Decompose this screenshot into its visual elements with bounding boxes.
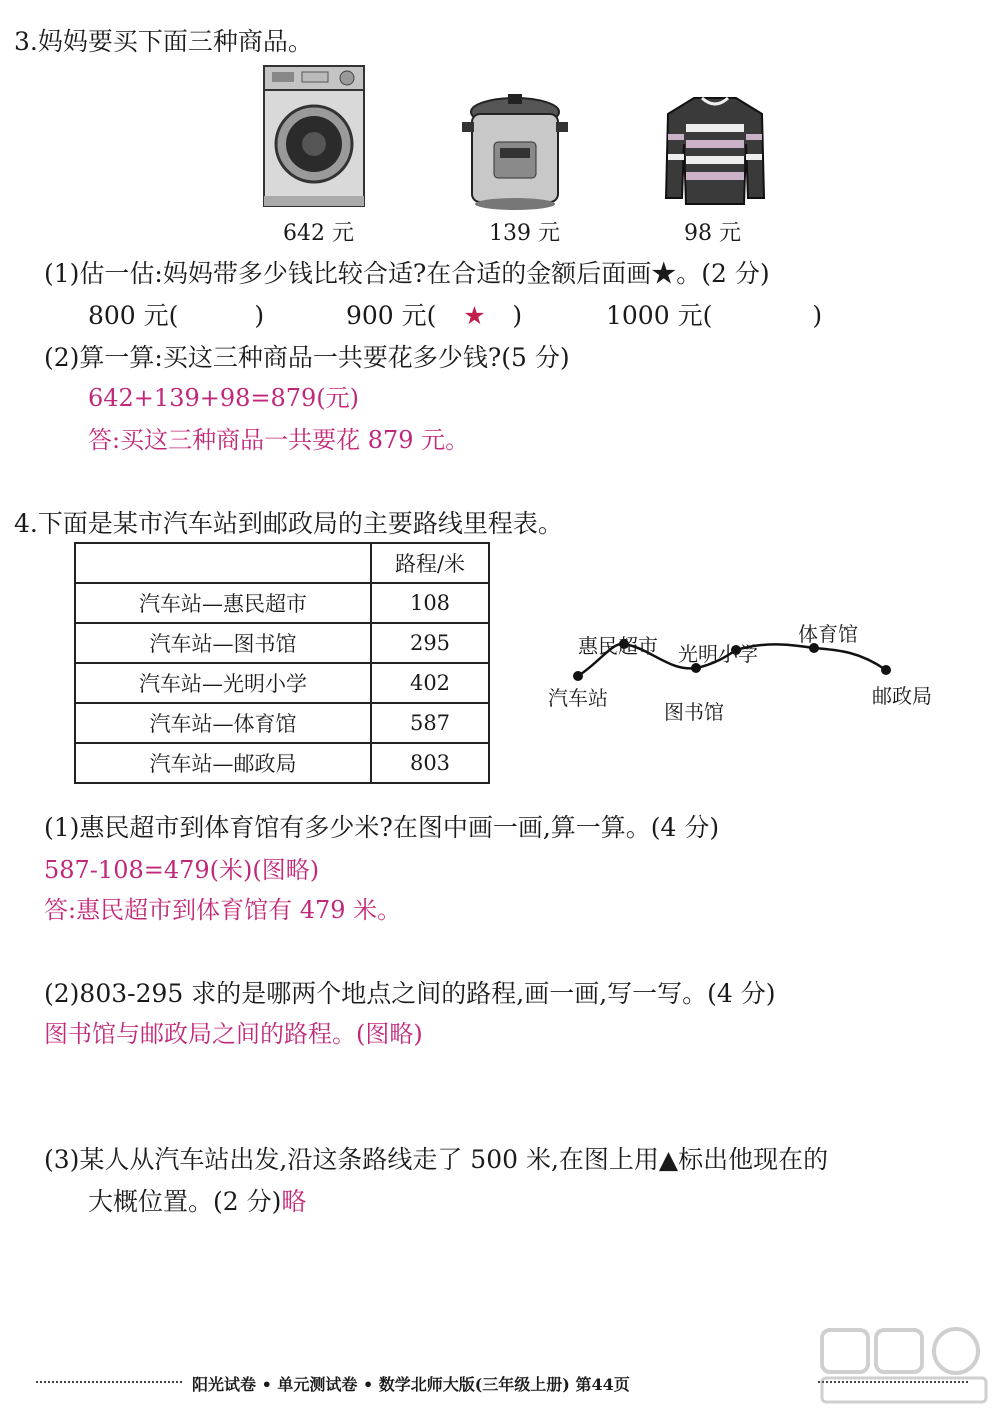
q4-part3-answer: 略 <box>281 1187 307 1216</box>
map-label-stadium: 体育馆 <box>798 622 858 646</box>
table-header-distance: 路程/米 <box>371 543 489 583</box>
pressure-cooker-icon <box>462 92 568 214</box>
q4-part3-question-line1: (3)某人从汽车站出发,沿这条路线走了 500 米,在图上用▲标出他现在的 <box>44 1145 829 1174</box>
sweater-price: 98 元 <box>684 221 741 246</box>
table-cell-distance: 108 <box>371 583 489 623</box>
star-icon: ★ <box>463 301 486 330</box>
table-cell-distance: 803 <box>371 743 489 783</box>
table-cell-route: 汽车站—图书馆 <box>75 623 371 663</box>
option-900-close: ) <box>512 301 523 330</box>
option-800 <box>88 296 264 332</box>
table-header-route <box>75 543 371 583</box>
table-cell-distance: 402 <box>371 663 489 703</box>
table-cell-distance: 295 <box>371 623 489 663</box>
q4-part1-answer: 答:惠民超市到体育馆有 479 米。 <box>44 896 402 924</box>
q4-part2-answer: 图书馆与邮政局之间的路程。(图略) <box>44 1020 423 1048</box>
sweater-icon <box>664 94 766 206</box>
option-800-close: ) <box>254 301 265 330</box>
table-cell-route: 汽车站—光明小学 <box>75 663 371 703</box>
q4-title: 4.下面是某市汽车站到邮政局的主要路线里程表。 <box>14 509 563 538</box>
table-cell-distance: 587 <box>371 703 489 743</box>
option-1000 <box>606 296 822 332</box>
route-distance-table <box>74 542 490 784</box>
option-1000-close: ) <box>812 301 823 330</box>
pressure-cooker-price: 139 元 <box>489 221 560 246</box>
table-cell-route: 汽车站—邮政局 <box>75 743 371 783</box>
table-row <box>75 623 489 663</box>
stop-dot-post-office <box>881 665 891 675</box>
map-label-school: 光明小学 <box>678 642 758 666</box>
table-row <box>75 703 489 743</box>
watermark-shape <box>818 1326 990 1406</box>
route-map <box>540 610 960 730</box>
watermark-logo <box>818 1326 990 1406</box>
option-900 <box>346 296 522 332</box>
footer-text: 阳光试卷 • 单元测试卷 • 数学北师大版(三年级上册) 第44页 <box>192 1375 630 1394</box>
map-label-supermarket: 惠民超市 <box>578 634 658 658</box>
table-cell-route: 汽车站—惠民超市 <box>75 583 371 623</box>
q3-title: 3.妈妈要买下面三种商品。 <box>14 27 313 56</box>
stop-dot-bus-station <box>573 671 583 681</box>
washing-machine-icon <box>262 64 366 210</box>
option-800-label: 800 元( <box>88 301 179 330</box>
q4-part1-calc: 587-108=479(米)(图略) <box>44 856 320 884</box>
table-header-row <box>75 543 489 583</box>
option-900-label: 900 元( <box>346 301 437 330</box>
map-label-bus-station: 汽车站 <box>548 686 608 710</box>
table-row <box>75 743 489 783</box>
q4-part3-question-line2 <box>88 1182 306 1218</box>
q3-part2-calc: 642+139+98=879(元) <box>88 384 360 412</box>
q4-part2-question: (2)803-295 求的是哪两个地点之间的路程,画一画,写一写。(4 分) <box>44 979 776 1008</box>
q3-part2-answer: 答:买这三种商品一共要花 879 元。 <box>88 426 470 454</box>
q3-part2-question: (2)算一算:买这三种商品一共要花多少钱?(5 分) <box>44 343 570 372</box>
q4-part3-question-line2-text: 大概位置。(2 分) <box>88 1187 282 1216</box>
option-1000-label: 1000 元( <box>606 301 713 330</box>
q4-part1-question: (1)惠民超市到体育馆有多少米?在图中画一画,算一算。(4 分) <box>44 813 720 842</box>
table-cell-route: 汽车站—体育馆 <box>75 703 371 743</box>
q3-part1-question: (1)估一估:妈妈带多少钱比较合适?在合适的金额后面画★。(2 分) <box>44 259 770 288</box>
footer-dots-left <box>36 1381 182 1383</box>
map-label-post-office: 邮政局 <box>872 684 932 708</box>
table-row <box>75 583 489 623</box>
map-label-library: 图书馆 <box>664 700 724 724</box>
table-row <box>75 663 489 703</box>
washing-machine-price: 642 元 <box>283 221 354 246</box>
